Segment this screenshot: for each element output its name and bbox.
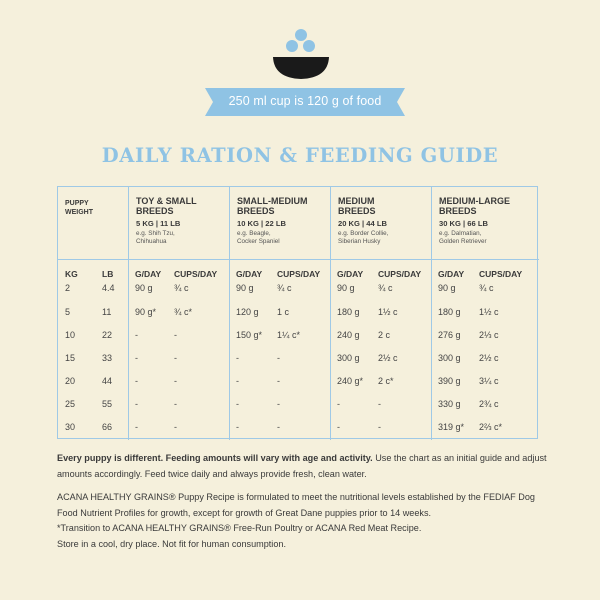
serving-size-ribbon — [205, 86, 405, 118]
cell-cups-per-day: 1½ c — [378, 307, 398, 317]
puppy-weight-line-2: WEIGHT — [65, 209, 93, 216]
col-header-g-day: G/DAY — [135, 269, 162, 279]
cell-grams-per-day: 276 g — [438, 330, 461, 340]
footer-notes — [57, 451, 547, 552]
cell-grams-per-day: 180 g — [337, 307, 360, 317]
cell-cups-per-day: - — [174, 399, 177, 409]
cell-lb: 4.4 — [102, 283, 115, 293]
cell-cups-per-day: 1¼ c* — [277, 330, 301, 340]
cell-grams-per-day: - — [236, 399, 239, 409]
cell-cups-per-day: ¾ c — [479, 283, 494, 293]
cell-grams-per-day: 150 g* — [236, 330, 263, 340]
cell-cups-per-day: - — [277, 376, 280, 386]
puppy-weight-line-1: PUPPY — [65, 200, 89, 207]
breed-title-line-2: BREEDS — [338, 206, 376, 216]
cell-cups-per-day: - — [277, 399, 280, 409]
feeding-note — [57, 451, 547, 482]
cell-cups-per-day: 2½ c — [378, 353, 398, 363]
cell-kg: 30 — [65, 422, 76, 432]
col-header-cups-day: CUPS/DAY — [277, 269, 321, 279]
breed-example-1: e.g. Beagle, — [237, 230, 271, 237]
breed-title-line-1: MEDIUM — [338, 196, 375, 206]
breed-header-small-medium — [237, 196, 308, 246]
col-header-cups-day: CUPS/DAY — [479, 269, 523, 279]
cell-grams-per-day: 300 g — [337, 353, 360, 363]
storage-note: Store in a cool, dry place. Not fit for human consumption. — [57, 538, 286, 549]
cell-cups-per-day: ¾ c — [174, 283, 189, 293]
col-header-g-day: G/DAY — [337, 269, 364, 279]
col-header-cups-day: CUPS/DAY — [174, 269, 218, 279]
cell-cups-per-day: 3¼ c — [479, 376, 499, 386]
cell-grams-per-day: 390 g — [438, 376, 461, 386]
breed-example-2: Siberian Husky — [338, 238, 381, 245]
cell-grams-per-day: 330 g — [438, 399, 461, 409]
cell-cups-per-day: ¾ c — [277, 283, 292, 293]
serving-size-text: 250 ml cup is 120 g of food — [228, 94, 382, 108]
recipe-statement: ACANA HEALTHY GRAINS® Puppy Recipe is formulated to meet the nutritional levels established by the FEDIAF Dog Food Nutrient Profiles for growth, except for growth of Great Dane puppies prior to 14 weeks. — [57, 492, 535, 518]
cell-cups-per-day: ¾ c — [378, 283, 393, 293]
breed-weight: 30 KG | 66 LB — [439, 219, 488, 228]
col-header-g-day: G/DAY — [236, 269, 263, 279]
cell-cups-per-day: - — [174, 376, 177, 386]
breed-example-1: e.g. Border Collie, — [338, 230, 389, 237]
cell-cups-per-day: 1½ c — [479, 307, 499, 317]
cell-grams-per-day: 90 g — [438, 283, 456, 293]
cell-lb: 22 — [102, 330, 113, 340]
cell-cups-per-day: 2½ c — [479, 353, 499, 363]
cell-grams-per-day: 90 g* — [135, 307, 157, 317]
page-title: DAILY RATION & FEEDING GUIDE — [101, 144, 499, 167]
cell-kg: 10 — [65, 330, 76, 340]
breed-example-1: e.g. Dalmatian, — [439, 230, 482, 237]
cell-kg: 25 — [65, 399, 76, 409]
cell-grams-per-day: 240 g* — [337, 376, 364, 386]
breed-header-medium — [338, 196, 388, 246]
cell-kg: 15 — [65, 353, 76, 363]
cell-cups-per-day: 2⅓ c — [479, 330, 499, 340]
feeding-note-rest: Use the chart as an initial guide and adjust amounts accordingly. Feed twice daily and always provide fresh, clean water. — [57, 453, 547, 479]
breed-example-2: Golden Retriever — [439, 238, 487, 245]
breed-title-line-2: BREEDS — [136, 206, 174, 216]
breed-weight: 5 KG | 11 LB — [136, 219, 181, 228]
breed-example-1: e.g. Shih Tzu, — [136, 230, 175, 237]
cell-cups-per-day: - — [378, 399, 381, 409]
cell-grams-per-day: - — [135, 353, 138, 363]
cell-lb: 44 — [102, 376, 113, 386]
cell-grams-per-day: 240 g — [337, 330, 360, 340]
cell-grams-per-day: - — [135, 330, 138, 340]
cell-grams-per-day: - — [337, 422, 340, 432]
breed-header-medium-large — [439, 196, 510, 246]
breed-example-2: Chihuahua — [136, 238, 167, 245]
cell-kg: 20 — [65, 376, 76, 386]
cell-cups-per-day: 2 c* — [378, 376, 394, 386]
feeding-guide-table — [57, 186, 538, 439]
cell-cups-per-day: 1 c — [277, 307, 290, 317]
cell-grams-per-day: 120 g — [236, 307, 259, 317]
cell-cups-per-day: - — [378, 422, 381, 432]
cell-cups-per-day: ¾ c* — [174, 307, 193, 317]
cell-grams-per-day: 180 g — [438, 307, 461, 317]
breed-title-line-2: BREEDS — [439, 206, 477, 216]
breed-title-line-2: BREEDS — [237, 206, 275, 216]
cell-grams-per-day: 90 g — [135, 283, 153, 293]
cell-grams-per-day: - — [236, 376, 239, 386]
cell-grams-per-day: - — [337, 399, 340, 409]
breed-title-line-1: TOY & SMALL — [136, 196, 197, 206]
cell-cups-per-day: - — [174, 330, 177, 340]
col-header-kg: KG — [65, 269, 78, 279]
cell-cups-per-day: 2 c — [378, 330, 391, 340]
breed-weight: 10 KG | 22 LB — [237, 219, 286, 228]
transition-note: *Transition to ACANA HEALTHY GRAINS® Free-Run Poultry or ACANA Red Meat Recipe. — [57, 523, 422, 533]
cell-grams-per-day: - — [236, 422, 239, 432]
cell-cups-per-day: - — [174, 353, 177, 363]
breed-weight: 20 KG | 44 LB — [338, 219, 387, 228]
cell-cups-per-day: - — [174, 422, 177, 432]
cell-grams-per-day: 319 g* — [438, 422, 465, 432]
breed-example-2: Cocker Spaniel — [237, 238, 280, 245]
puppy-weight-header — [65, 199, 93, 217]
cell-cups-per-day: 2¾ c — [479, 399, 499, 409]
breed-header-toy-small — [136, 196, 197, 246]
col-header-g-day: G/DAY — [438, 269, 465, 279]
col-header-cups-day: CUPS/DAY — [378, 269, 422, 279]
feeding-note-bold: Every puppy is different. Feeding amounts will vary with age and activity. — [57, 453, 373, 463]
breed-title-line-1: SMALL-MEDIUM — [237, 196, 308, 206]
cell-grams-per-day: 300 g — [438, 353, 461, 363]
breed-title-line-1: MEDIUM-LARGE — [439, 196, 510, 206]
cell-cups-per-day: - — [277, 353, 280, 363]
cell-grams-per-day: - — [236, 353, 239, 363]
cell-cups-per-day: 2⅔ c* — [479, 422, 503, 432]
cell-grams-per-day: - — [135, 422, 138, 432]
cell-lb: 55 — [102, 399, 113, 409]
cell-lb: 66 — [102, 422, 113, 432]
col-header-lb: LB — [102, 269, 114, 279]
cell-kg: 5 — [65, 307, 71, 317]
cell-grams-per-day: 90 g — [337, 283, 355, 293]
cell-kg: 2 — [65, 283, 71, 293]
cell-lb: 33 — [102, 353, 113, 363]
cell-grams-per-day: - — [135, 376, 138, 386]
cell-grams-per-day: - — [135, 399, 138, 409]
food-bowl-icon — [268, 22, 334, 88]
cell-lb: 11 — [102, 307, 112, 317]
cell-grams-per-day: 90 g — [236, 283, 254, 293]
cell-cups-per-day: - — [277, 422, 280, 432]
